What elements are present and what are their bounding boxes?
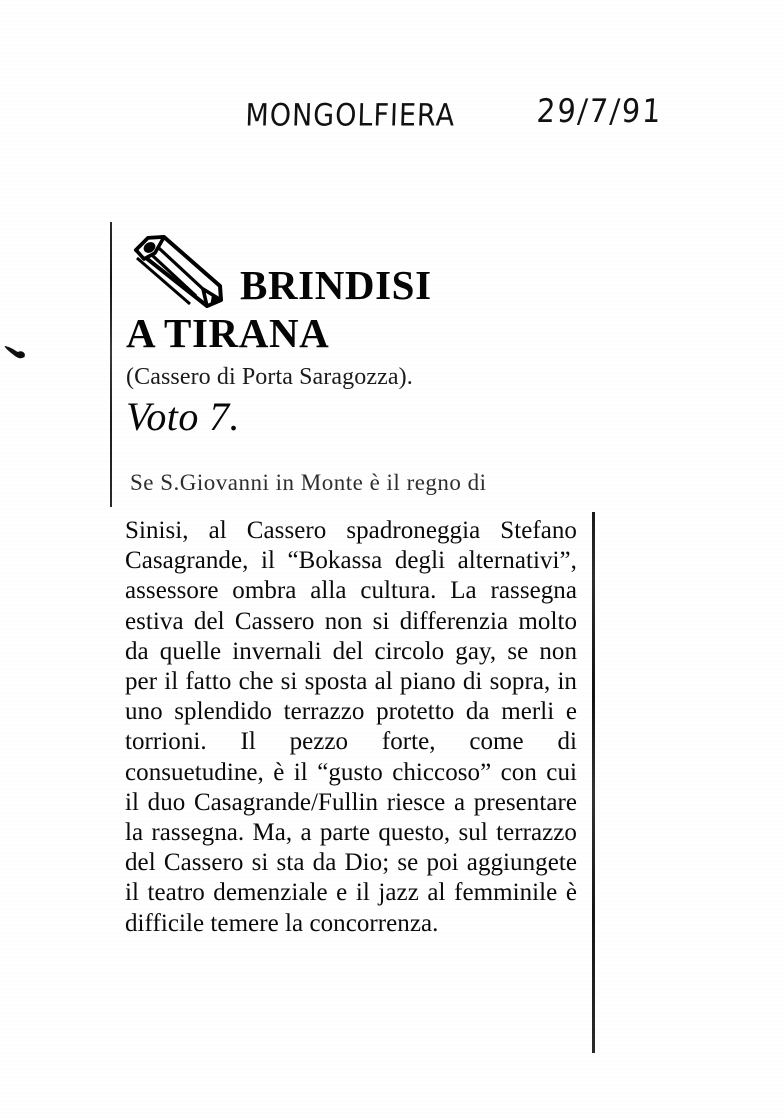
pencil-icon <box>124 234 232 312</box>
rating-score: Voto 7. <box>126 394 240 439</box>
article-clipping <box>124 228 586 939</box>
handwritten-date: 29/7/91 <box>535 92 664 131</box>
lead-in-line: Se S.Giovanni in Monte è il regno di <box>130 470 487 495</box>
column-rule-left <box>110 222 112 507</box>
article-body-paragraph: Sinisi, al Cassero spadroneggia Stefano Casagrande, il “Bokassa degli alternativi”, assessore ombra alla cultura. La rassegna estiva del Cassero non si differenzia molto da quelle invernali del circolo gay, se non per il fatto che si sposta al piano di sopra, in uno splendido terrazzo protetto da merli e torrioni. Il pezzo forte, come di consuetudine, è il “gusto chiccoso” con cui il duo Casagrande/Fullin riesce a presentare la rassegna. Ma, a parte questo, sul terrazzo del Cassero si sta da Dio; se poi aggiungete il teatro demenziale e il jazz al femminile è difficile temere la concorrenza. <box>125 517 577 937</box>
handwritten-publication-name: MONGOLFIERA <box>244 98 456 134</box>
headline-line-1: BRINDISI <box>240 262 432 308</box>
column-rule-right <box>592 512 595 1053</box>
venue-subtitle: (Cassero di Porta Saragozza). <box>126 364 413 390</box>
ink-blob-artifact <box>4 344 26 360</box>
article-body <box>125 516 577 939</box>
headline-line-2: A TIRANA <box>126 310 330 356</box>
